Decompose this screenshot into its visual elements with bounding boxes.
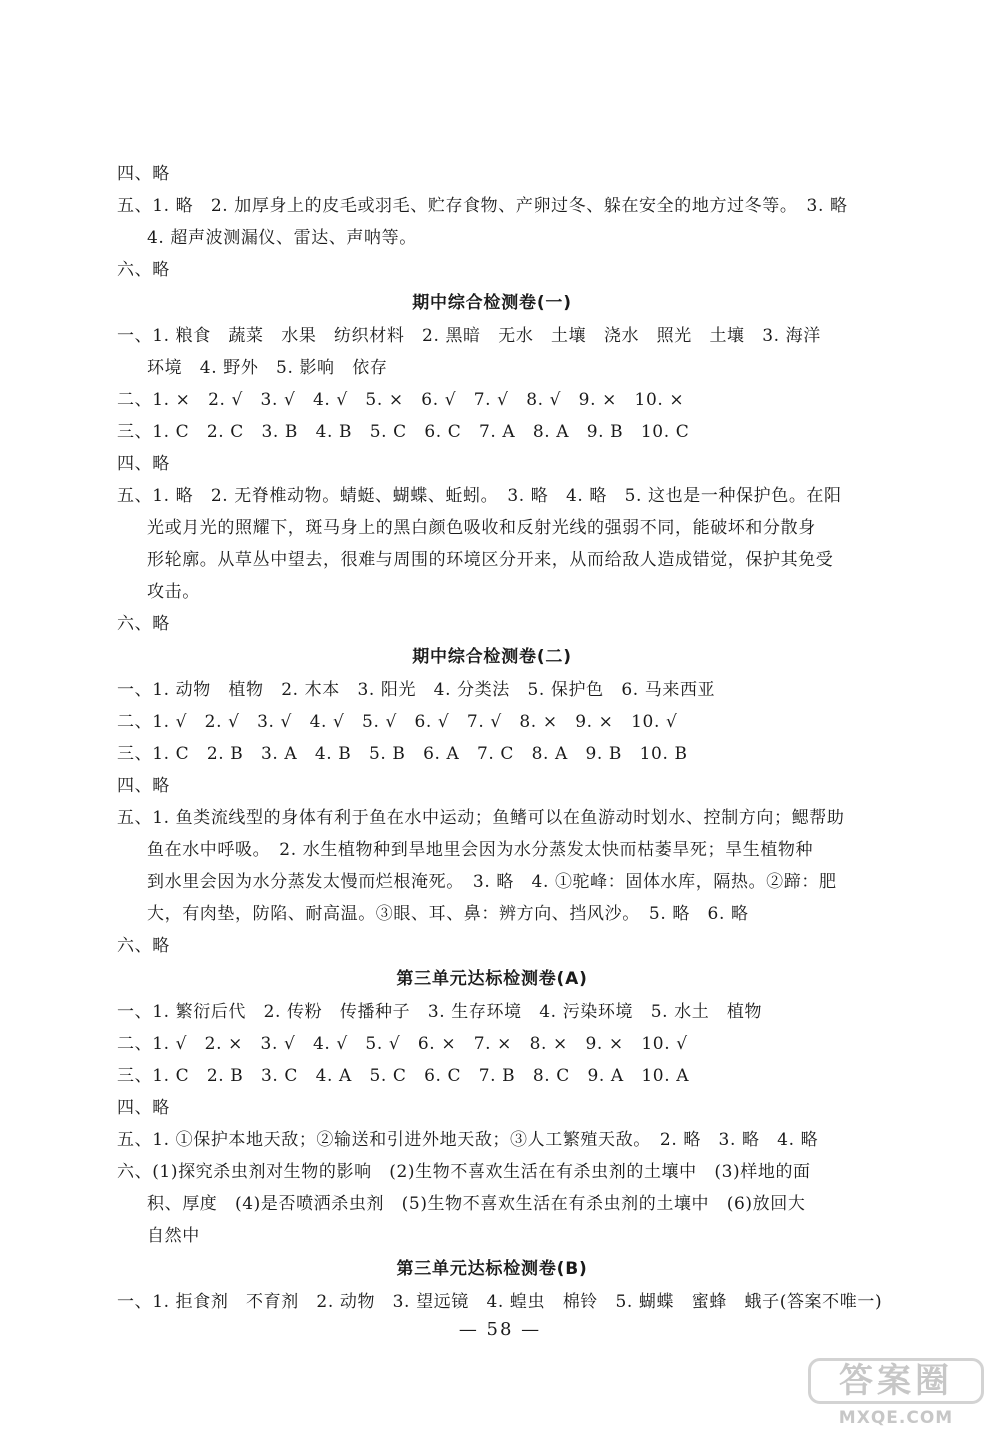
answer-line: 四、略 xyxy=(117,776,170,796)
answer-line-continued: 攻击。 xyxy=(147,582,200,602)
answer-line: 四、略 xyxy=(117,1098,170,1118)
section-title: 期中综合检测卷(一) xyxy=(412,293,572,313)
answer-line: 五、1. 略 2. 加厚身上的皮毛或羽毛、贮存食物、产卵过冬、躲在安全的地方过冬等。 3. 略 xyxy=(117,196,848,216)
watermark-text: 答案圈 xyxy=(808,1358,984,1404)
answer-line: 五、1. ①保护本地天敌；②输送和引进外地天敌；③人工繁殖天敌。 2. 略 3. 略 4. 略 xyxy=(117,1130,819,1150)
answer-line-continued: 4. 超声波测漏仪、雷达、声呐等。 xyxy=(147,228,417,248)
answer-line: 一、1. 粮食 蔬菜 水果 纺织材料 2. 黑暗 无水 土壤 浇水 照光 土壤 3. 海洋 xyxy=(117,326,821,346)
page-number: — 58 — xyxy=(458,1319,542,1340)
answer-line: 三、1. C 2. B 3. A 4. B 5. B 6. A 7. C 8. A 9. B 10. B xyxy=(117,744,688,764)
section-title: 第三单元达标检测卷(A) xyxy=(396,969,588,989)
answer-line: 六、(1)探究杀虫剂对生物的影响 (2)生物不喜欢生活在有杀虫剂的土壤中 (3)样地的面 xyxy=(117,1162,811,1182)
answer-line: 五、1. 略 2. 无脊椎动物。蜻蜓、蝴蝶、蚯蚓。 3. 略 4. 略 5. 这也是一种保护色。在阳 xyxy=(117,486,842,506)
answer-key-content xyxy=(117,158,883,1318)
answer-line-continued: 光或月光的照耀下，斑马身上的黑白颜色吸收和反射光线的强弱不同，能破坏和分散身 xyxy=(147,518,816,538)
answer-line: 一、1. 繁衍后代 2. 传粉 传播种子 3. 生存环境 4. 污染环境 5. 水土 植物 xyxy=(117,1002,763,1022)
answer-line: 五、1. 鱼类流线型的身体有利于鱼在水中运动；鱼鳍可以在鱼游动时划水、控制方向；鳃帮助 xyxy=(117,808,845,828)
answer-line-continued: 鱼在水中呼吸。 2. 水生植物种到旱地里会因为水分蒸发太快而枯萎旱死；旱生植物种 xyxy=(147,840,814,860)
answer-line: 四、略 xyxy=(117,164,170,184)
section-title: 期中综合检测卷(二) xyxy=(412,647,572,667)
answer-line-continued: 积、厚度 (4)是否喷洒杀虫剂 (5)生物不喜欢生活在有杀虫剂的土壤中 (6)放回大 xyxy=(147,1194,806,1214)
answer-line-continued: 自然中 xyxy=(147,1226,200,1246)
answer-line-continued: 环境 4. 野外 5. 影响 依存 xyxy=(147,358,388,378)
answer-line: 二、1. √ 2. × 3. √ 4. √ 5. √ 6. × 7. × 8. × 9. × 10. √ xyxy=(117,1034,688,1054)
watermark-url: MXQE.COM xyxy=(838,1408,954,1428)
answer-line: 六、略 xyxy=(117,260,170,280)
answer-line: 六、略 xyxy=(117,614,170,634)
answer-line: 一、1. 拒食剂 不育剂 2. 动物 3. 望远镜 4. 蝗虫 棉铃 5. 蝴蝶 蜜蜂 蛾子(答案不唯一) xyxy=(117,1292,883,1312)
answer-line: 三、1. C 2. B 3. C 4. A 5. C 6. C 7. B 8. C 9. A 10. A xyxy=(117,1066,690,1086)
answer-line: 四、略 xyxy=(117,454,170,474)
watermark-logo xyxy=(808,1358,984,1432)
answer-line-continued: 到水里会因为水分蒸发太慢而烂根淹死。 3. 略 4. ①驼峰：固体水库，隔热。②蹄：肥 xyxy=(147,872,837,892)
answer-line: 一、1. 动物 植物 2. 木本 3. 阳光 4. 分类法 5. 保护色 6. 马来西亚 xyxy=(117,680,716,700)
answer-line: 六、略 xyxy=(117,936,170,956)
answer-line: 二、1. √ 2. √ 3. √ 4. √ 5. √ 6. √ 7. √ 8. × 9. × 10. √ xyxy=(117,712,678,732)
answer-line: 二、1. × 2. √ 3. √ 4. √ 5. × 6. √ 7. √ 8. √ 9. × 10. × xyxy=(117,390,685,410)
answer-line-continued: 大，有肉垫，防陷、耐高温。③眼、耳、鼻：辨方向、挡风沙。 5. 略 6. 略 xyxy=(147,904,749,924)
section-title: 第三单元达标检测卷(B) xyxy=(396,1259,588,1279)
answer-line: 三、1. C 2. C 3. B 4. B 5. C 6. C 7. A 8. A 9. B 10. C xyxy=(117,422,690,442)
answer-line-continued: 形轮廓。从草丛中望去，很难与周围的环境区分开来，从而给敌人造成错觉，保护其免受 xyxy=(147,550,834,570)
